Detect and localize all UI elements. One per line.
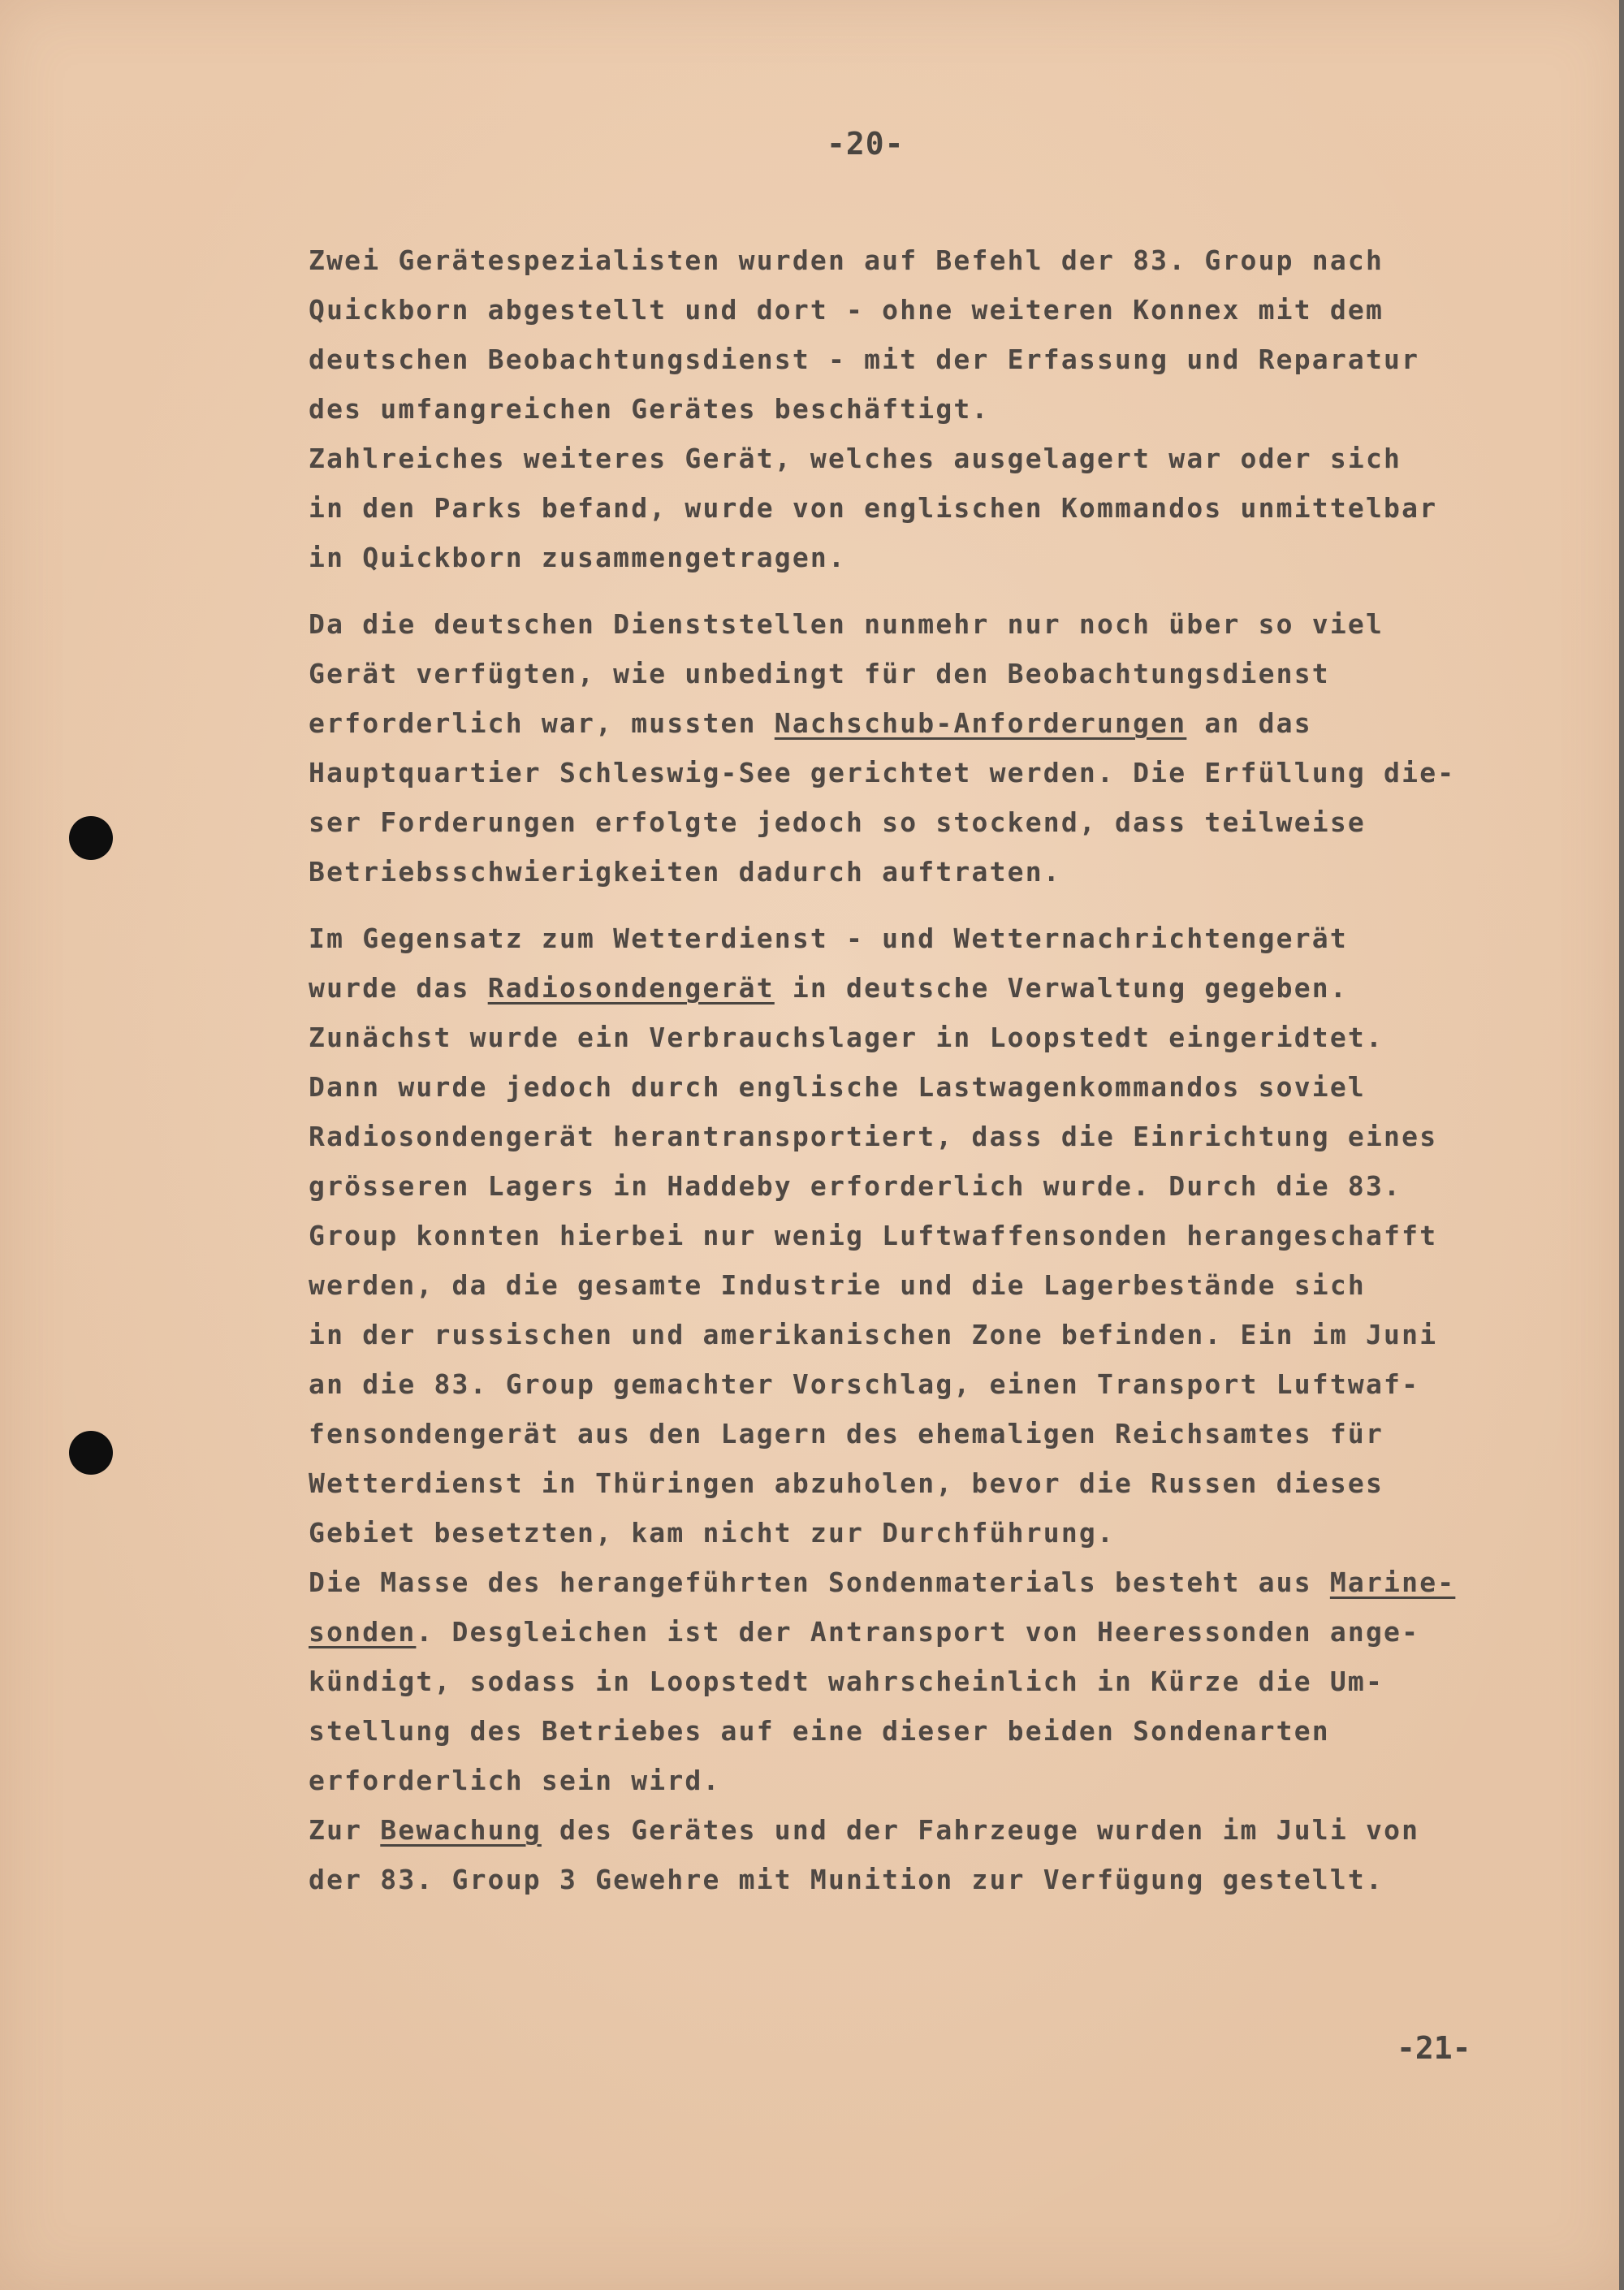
underlined-term: sonden <box>309 1616 417 1648</box>
next-page-marker: -21- <box>1397 2030 1471 2066</box>
text-segment: Zur <box>309 1814 381 1846</box>
text-line <box>309 963 1575 1013</box>
text-line <box>309 847 1575 897</box>
text-segment: . Desgleichen ist der Antransport von Heeressonden ange- <box>416 1616 1420 1648</box>
text-line <box>309 748 1575 797</box>
text-segment: erforderlich war, mussten <box>309 707 775 739</box>
punch-hole <box>69 1431 113 1475</box>
text-line <box>309 698 1575 748</box>
text-line <box>309 384 1575 434</box>
text-line <box>309 1756 1575 1805</box>
text-segment: Wetterdienst in Thüringen abzuholen, bevor die Russen dieses <box>309 1467 1384 1499</box>
text-segment: grösseren Lagers in Haddeby erforderlich wurde. Durch die 83. <box>309 1170 1402 1202</box>
paragraph <box>309 914 1575 1904</box>
text-line <box>309 1260 1575 1310</box>
text-segment: Zunächst wurde ein Verbrauchslager in Loopstedt eingeridtet. <box>309 1022 1384 1053</box>
text-line <box>309 1458 1575 1508</box>
text-segment: werden, da die gesamte Industrie und die Lagerbestände sich <box>309 1269 1366 1301</box>
text-segment: wurde das <box>309 972 488 1004</box>
text-segment: der 83. Group 3 Gewehre mit Munition zur Verfügung gestellt. <box>309 1864 1384 1895</box>
text-segment: fensondengerät aus den Lagern des ehemaligen Reichsamtes für <box>309 1418 1384 1450</box>
text-segment: Radiosondengerät herantransportiert, dass die Einrichtung eines <box>309 1121 1438 1152</box>
text-line <box>309 285 1575 335</box>
text-line <box>309 649 1575 698</box>
text-line <box>309 599 1575 649</box>
text-line <box>309 1657 1575 1706</box>
text-segment: an das <box>1186 707 1312 739</box>
text-line <box>309 1508 1575 1558</box>
text-line <box>309 1607 1575 1657</box>
text-segment: Gerät verfügten, wie unbedingt für den Beobachtungsdienst <box>309 658 1330 689</box>
underlined-term: Marine- <box>1329 1566 1456 1598</box>
text-segment: Quickborn abgestellt und dort - ohne weiteren Konnex mit dem <box>309 294 1384 326</box>
text-segment: in der russischen und amerikanischen Zone befinden. Ein im Juni <box>309 1319 1438 1350</box>
text-line <box>309 1211 1575 1260</box>
text-segment: ser Forderungen erfolgte jedoch so stockend, dass teilweise <box>309 806 1366 838</box>
text-segment: in den Parks befand, wurde von englischen Kommandos unmittelbar <box>309 492 1438 524</box>
text-segment: Da die deutschen Dienststellen nunmehr nur noch über so viel <box>309 608 1384 640</box>
text-line <box>309 1359 1575 1409</box>
page-number: -20- <box>827 126 905 162</box>
text-line <box>309 1161 1575 1211</box>
text-segment: Im Gegensatz zum Wetterdienst - und Wetternachrichtengerät <box>309 922 1348 954</box>
text-segment: Hauptquartier Schleswig-See gerichtet werden. Die Erfüllung die- <box>309 757 1456 789</box>
text-segment: Group konnten hierbei nur wenig Luftwaffensonden herangeschafft <box>309 1220 1438 1251</box>
text-segment: in deutsche Verwaltung gegeben. <box>774 972 1348 1004</box>
paragraph <box>309 235 1575 582</box>
text-segment: Zwei Gerätespezialisten wurden auf Befehl der 83. Group nach <box>309 244 1384 276</box>
text-segment: erforderlich sein wird. <box>309 1765 721 1796</box>
text-segment: Betriebsschwierigkeiten dadurch auftraten. <box>309 856 1061 888</box>
text-line <box>309 1805 1575 1855</box>
text-line <box>309 434 1575 483</box>
text-segment: in Quickborn zusammengetragen. <box>309 542 847 573</box>
text-line <box>309 1013 1575 1062</box>
text-line <box>309 533 1575 582</box>
text-line <box>309 1855 1575 1904</box>
text-line <box>309 1706 1575 1756</box>
text-segment: stellung des Betriebes auf eine dieser beiden Sondenarten <box>309 1715 1330 1747</box>
text-line <box>309 235 1575 285</box>
text-line <box>309 914 1575 963</box>
paragraph <box>309 599 1575 897</box>
document-body <box>309 235 1575 1904</box>
underlined-term: Nachschub-Anforderungen <box>774 707 1187 739</box>
text-segment: Gebiet besetzten, kam nicht zur Durchführung. <box>309 1517 1116 1549</box>
scan-edge <box>1619 0 1624 2290</box>
text-line <box>309 1310 1575 1359</box>
text-line <box>309 1062 1575 1112</box>
text-segment: Dann wurde jedoch durch englische Lastwagenkommandos soviel <box>309 1071 1366 1103</box>
text-segment: deutschen Beobachtungsdienst - mit der Erfassung und Reparatur <box>309 344 1420 375</box>
text-segment: an die 83. Group gemachter Vorschlag, einen Transport Luftwaf- <box>309 1368 1420 1400</box>
text-segment: kündigt, sodass in Loopstedt wahrscheinlich in Kürze die Um- <box>309 1666 1384 1697</box>
text-line <box>309 1409 1575 1458</box>
text-line <box>309 1112 1575 1161</box>
text-segment: des umfangreichen Gerätes beschäftigt. <box>309 393 990 425</box>
text-line <box>309 797 1575 847</box>
text-segment: Zahlreiches weiteres Gerät, welches ausgelagert war oder sich <box>309 443 1402 474</box>
punch-hole <box>69 816 113 860</box>
text-line <box>309 335 1575 384</box>
text-segment: des Gerätes und der Fahrzeuge wurden im Juli von <box>541 1814 1420 1846</box>
underlined-term: Radiosondengerät <box>487 972 775 1004</box>
paragraph-gap <box>309 582 1575 599</box>
text-line <box>309 1558 1575 1607</box>
underlined-term: Bewachung <box>380 1814 542 1846</box>
text-line <box>309 483 1575 533</box>
paragraph-gap <box>309 897 1575 914</box>
text-segment: Die Masse des herangeführten Sondenmaterials besteht aus <box>309 1566 1330 1598</box>
